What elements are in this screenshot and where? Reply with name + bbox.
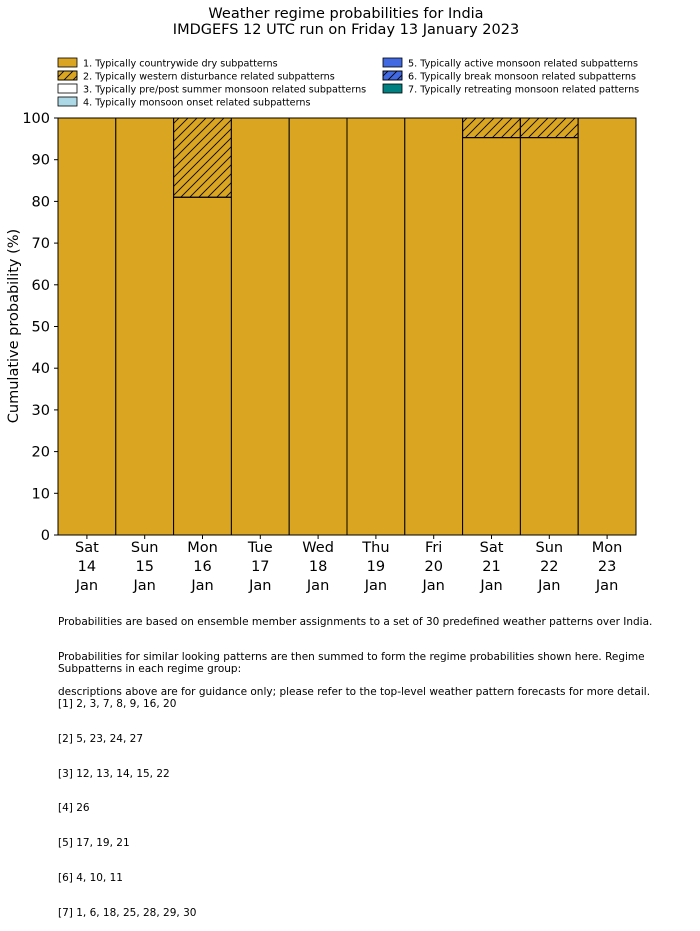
y-tick-label: 40 (31, 361, 50, 378)
footer-note-line: Probabilities for similar looking patterns are then summed to form the regime probabilities shown here. Regime (58, 650, 645, 663)
legend-swatch-hatch (383, 71, 402, 80)
y-tick-label: 10 (31, 486, 50, 503)
chart-subtitle: IMDGEFS 12 UTC run on Friday 13 January 2023 (172, 22, 520, 38)
legend-swatch (58, 97, 77, 106)
x-tick-label: Thu (362, 540, 390, 556)
bar-segment-hatch (520, 118, 578, 138)
x-tick-label: Fri (425, 540, 443, 556)
group-line: [7] 1, 6, 18, 25, 28, 29, 30 (58, 906, 197, 919)
legend-label: 2. Typically western disturbance related subpatterns (83, 71, 335, 83)
bar-segment (289, 118, 347, 535)
legend-entry (58, 58, 278, 70)
x-tick-label: 23 (597, 559, 617, 575)
y-tick-label: 70 (31, 236, 50, 253)
y-tick-label: 50 (31, 319, 50, 336)
bar-segment (463, 138, 521, 535)
x-tick-label: Wed (302, 540, 334, 556)
y-tick-label: 30 (31, 402, 50, 419)
y-tick-label: 80 (31, 194, 50, 211)
x-tick-label: Jan (538, 578, 561, 594)
bar-segment (405, 118, 463, 535)
legend-label: 7. Typically retreating monsoon related patterns (408, 84, 640, 96)
x-tick-label: Jan (364, 578, 388, 594)
x-tick-label: Sun (535, 540, 564, 556)
group-line: [5] 17, 19, 21 (58, 837, 130, 850)
legend-label: 5. Typically active monsoon related subpatterns (408, 58, 638, 70)
plot-area (22, 111, 636, 594)
x-tick-label: Jan (480, 578, 503, 594)
x-tick-label: Jan (595, 578, 619, 594)
x-tick-label: Sat (479, 540, 504, 556)
bar-segment (347, 118, 405, 535)
x-tick-label: 19 (366, 559, 386, 575)
y-tick-label: 0 (40, 528, 50, 544)
legend-label: 4. Typically monsoon onset related subpatterns (83, 97, 311, 109)
x-tick-label: Tue (247, 540, 273, 556)
legend (58, 58, 639, 109)
legend-label: 1. Typically countrywide dry subpatterns (83, 58, 278, 70)
y-tick-label: 60 (31, 277, 50, 294)
group-line: [6] 4, 10, 11 (58, 871, 123, 884)
y-tick-label: 90 (31, 152, 50, 169)
x-tick-label: Jan (422, 578, 445, 594)
x-tick-label: Sun (130, 540, 159, 556)
bar-segment (578, 118, 636, 535)
y-tick-label: 100 (22, 111, 50, 127)
x-tick-label: Mon (187, 540, 218, 556)
x-tick-label: Jan (75, 578, 99, 594)
x-tick-label: Jan (191, 578, 214, 594)
x-tick-label: 15 (135, 559, 154, 575)
groups-heading: Subpatterns in each regime group: (58, 663, 242, 676)
group-line: [2] 5, 23, 24, 27 (58, 732, 143, 745)
footer-note-line: descriptions above are for guidance only; please refer to the top-level weather pattern forecasts for more detail. (58, 685, 651, 698)
legend-entry (383, 84, 639, 96)
group-line: [1] 2, 3, 7, 8, 9, 16, 20 (58, 697, 177, 710)
x-tick-label: Jan (306, 578, 330, 594)
x-tick-label: 14 (77, 559, 97, 575)
legend-swatch (58, 84, 77, 93)
legend-entry (58, 84, 366, 96)
bar-segment (520, 138, 578, 535)
legend-swatch (58, 58, 77, 67)
bar-segment (231, 118, 289, 535)
group-line: [4] 26 (58, 802, 90, 815)
bar-segment (174, 197, 232, 535)
x-tick-label: 18 (308, 559, 328, 575)
y-axis-label: Cumulative probability (%) (6, 228, 22, 424)
legend-entry (58, 97, 310, 109)
x-tick-label: 16 (193, 559, 212, 575)
bar-segment-hatch (174, 118, 232, 197)
x-tick-label: 17 (251, 559, 270, 575)
x-tick-label: Sat (75, 540, 99, 556)
legend-swatch-hatch (58, 71, 77, 80)
y-tick-label: 20 (31, 444, 50, 461)
legend-entry (58, 71, 335, 83)
x-tick-label: Jan (133, 578, 156, 594)
legend-label: 6. Typically break monsoon related subpatterns (408, 71, 636, 83)
footer-note-line: Probabilities are based on ensemble member assignments to a set of 30 predefined weather patterns over India. (58, 616, 653, 629)
legend-swatch (383, 84, 402, 93)
x-tick-label: 22 (540, 559, 559, 575)
legend-entry (383, 58, 638, 70)
chart-title: Weather regime probabilities for India (208, 6, 484, 22)
bar-segment (116, 118, 174, 535)
x-tick-label: Jan (249, 578, 272, 594)
x-tick-label: Mon (591, 540, 623, 556)
x-tick-label: 21 (482, 559, 501, 575)
bar-segment-hatch (463, 118, 521, 138)
legend-label: 3. Typically pre/post summer monsoon related subpatterns (83, 84, 367, 96)
subpattern-groups (58, 641, 241, 931)
legend-entry (383, 71, 636, 83)
legend-swatch (383, 58, 402, 67)
x-tick-label: 20 (424, 559, 443, 575)
bar-segment (58, 118, 116, 535)
group-line: [3] 12, 13, 14, 15, 22 (58, 767, 170, 780)
